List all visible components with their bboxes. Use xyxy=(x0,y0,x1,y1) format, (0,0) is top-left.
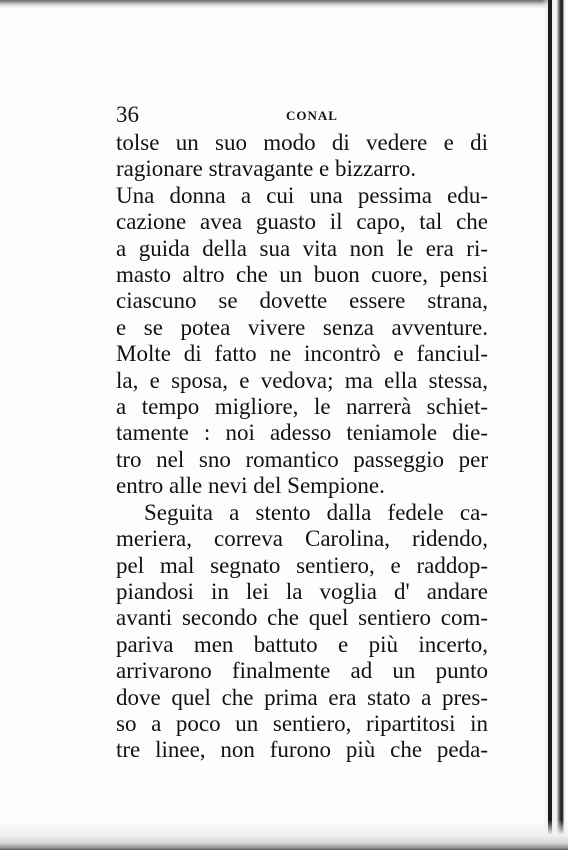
text-line: Molte di fatto ne incontrò e fanciul- xyxy=(116,341,488,367)
text-line: piandosi in lei la voglia d' andare xyxy=(116,578,488,604)
page-fold-line xyxy=(548,0,552,850)
text-line: ciascuno se dovette essere strana, xyxy=(116,288,488,314)
text-line: la, e sposa, e vedova; ma ella stessa, xyxy=(116,367,488,393)
page-bottom-edge xyxy=(0,820,568,850)
text-line: Una donna a cui una pessima edu- xyxy=(116,182,488,208)
text-line: tolse un suo modo di vedere e di xyxy=(116,130,488,155)
text-line: pel mal segnato sentiero, e raddop- xyxy=(116,552,488,578)
text-line: ragionare stravagante e bizzarro. xyxy=(116,156,417,182)
text-line: cazione avea guasto il capo, tal che xyxy=(116,209,488,235)
text-line: meriera, correva Carolina, ridendo, xyxy=(116,526,488,552)
text-line: pariva men battuto e più incerto, xyxy=(116,631,488,657)
text-line: dove quel che prima era stato a pres- xyxy=(116,684,488,710)
page-header xyxy=(116,100,488,130)
page-right-edge xyxy=(542,0,568,850)
text-line: masto altro che un buon cuore, pensi xyxy=(116,262,488,288)
text-line: so a poco un sentiero, ripartitosi in xyxy=(116,710,488,736)
text-line: tre linee, non furono più che peda- xyxy=(116,737,488,763)
text-line: avanti secondo che quel sentiero com- xyxy=(116,605,488,631)
text-line: a guida della sua vita non le era ri- xyxy=(116,235,488,261)
text-line: a tempo migliore, le narrerà schiet- xyxy=(116,394,488,420)
text-line: arrivarono finalmente ad un punto xyxy=(116,658,488,684)
text-line: e se potea vivere senza avventure. xyxy=(116,314,488,340)
running-title: CONAL xyxy=(286,108,338,123)
text-line: tro nel sno romantico passeggio per xyxy=(116,446,488,472)
text-line: entro alle nevi del Sempione. xyxy=(116,473,385,499)
page-number: 36 xyxy=(116,102,139,127)
text-line: tamente : noi adesso teniamole die- xyxy=(116,420,488,446)
body-text xyxy=(116,130,488,764)
text-line: Seguita a stento dalla fedele ca- xyxy=(144,499,488,525)
page-top-edge xyxy=(0,0,568,8)
